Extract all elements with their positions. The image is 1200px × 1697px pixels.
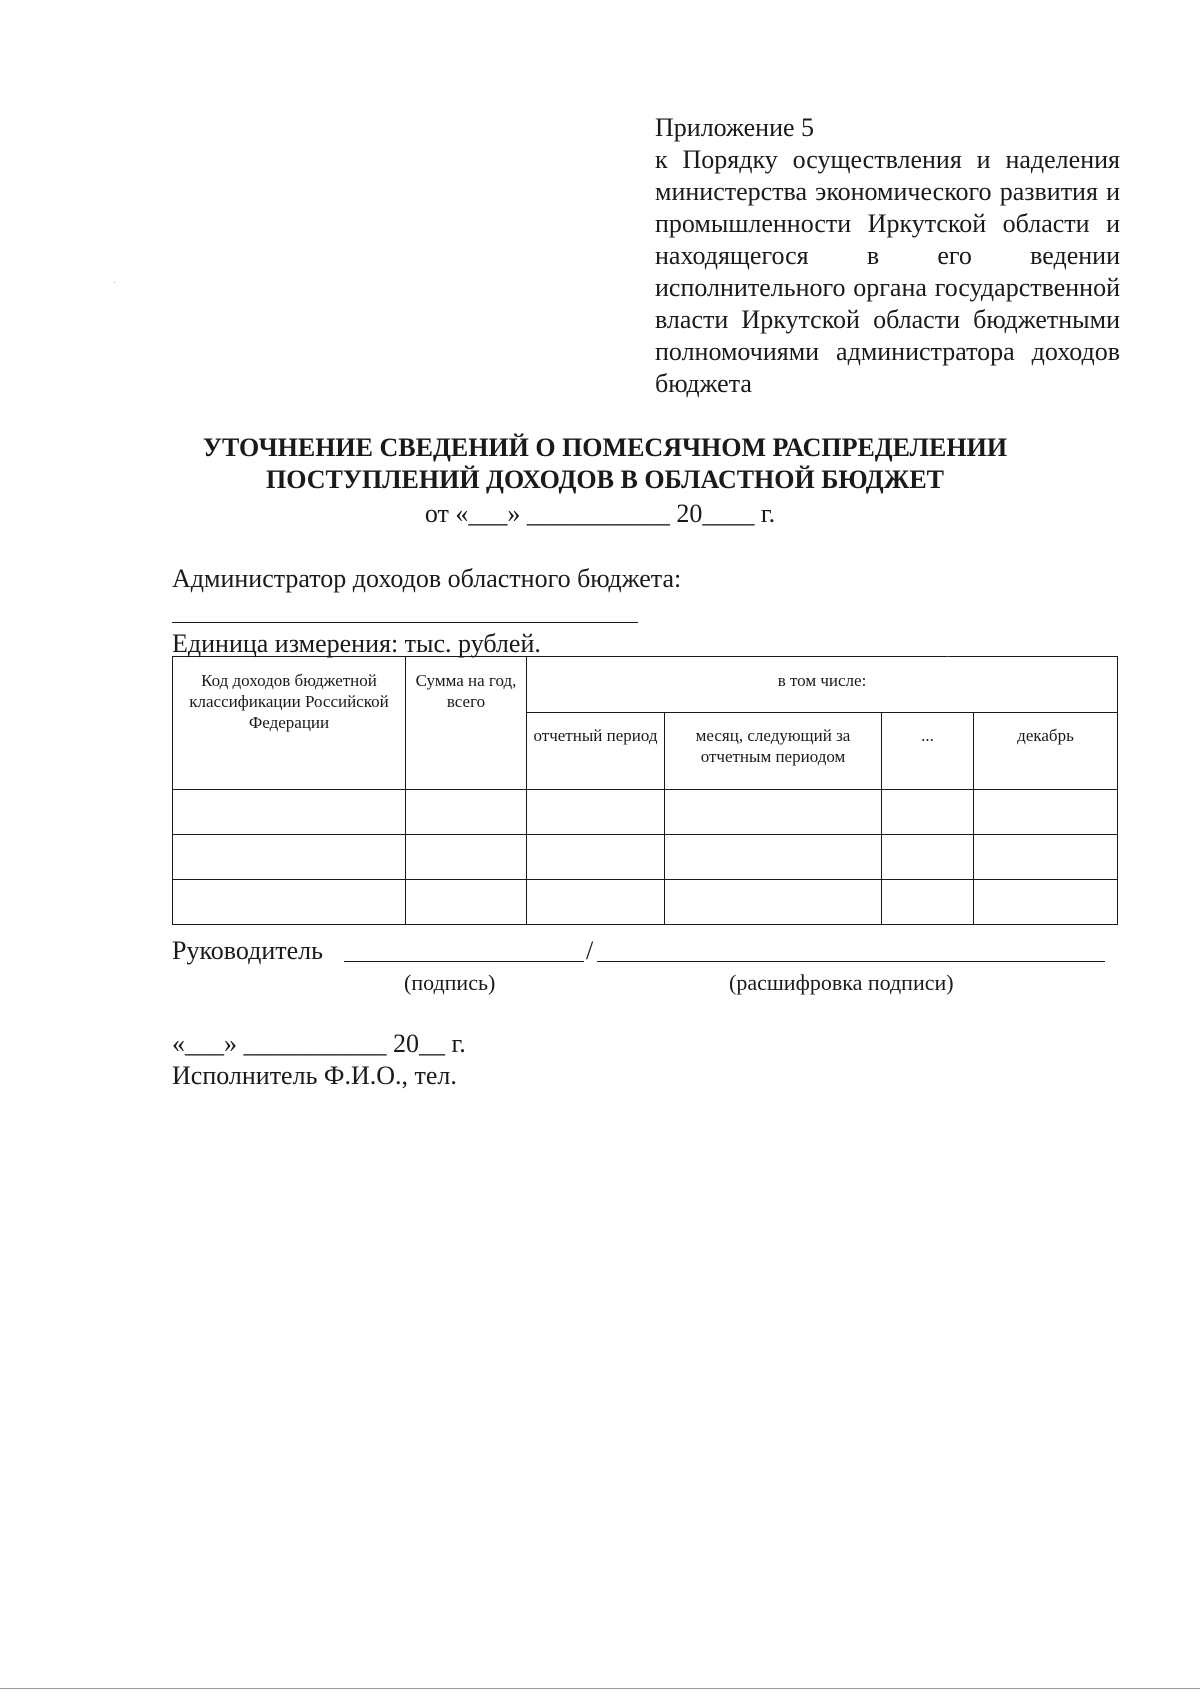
revenue-distribution-table — [172, 656, 1118, 925]
header-december: декабрь — [974, 713, 1118, 790]
table-cell — [406, 835, 527, 880]
footer-date-line: «___» ___________ 20__ г. — [172, 1029, 466, 1058]
document-date-line: от «___» ___________ 20____ г. — [424, 499, 776, 528]
table-cell — [406, 880, 527, 925]
document-title-line-1: УТОЧНЕНИЕ СВЕДЕНИЙ О ПОМЕСЯЧНОМ РАСПРЕДЕЛЕНИИ — [202, 433, 1008, 462]
signature-line — [344, 961, 584, 962]
annex-number: Приложение 5 — [655, 113, 815, 142]
table-cell — [665, 835, 882, 880]
table-cell — [665, 790, 882, 835]
header-next-month: месяц, следующий за отчетным периодом — [665, 713, 882, 790]
table-cell — [173, 835, 406, 880]
table-cell — [527, 790, 665, 835]
unit-label: Единица измерения: тыс. рублей. — [172, 629, 541, 658]
signature-decode-line — [597, 961, 1105, 962]
table-cell — [974, 790, 1118, 835]
scan-speck: · — [113, 278, 117, 289]
table-cell — [406, 790, 527, 835]
table-cell — [882, 790, 974, 835]
annex-reference-text: к Порядку осуществления и наделения министерства экономического развития и промышленности Иркутской области и находящегося в его ведении исполнительного органа государственной власти Иркутской области бюджетными полномочиями администратора доходов бюджета — [655, 145, 1120, 398]
table-row — [173, 835, 1118, 880]
table-cell — [527, 880, 665, 925]
table-cell — [173, 790, 406, 835]
admin-label: Администратор доходов областного бюджета: — [172, 564, 682, 593]
scan-edge-line — [0, 1688, 1200, 1689]
scan-speck: ´ — [945, 656, 949, 667]
header-code: Код доходов бюджетной классификации Российской Федерации — [173, 657, 406, 790]
header-annual-sum: Сумма на год, всего — [406, 657, 527, 790]
table-cell — [665, 880, 882, 925]
signature-block — [172, 935, 1132, 1005]
signature-decode-caption: (расшифровка подписи) — [729, 970, 954, 995]
signature-separator: / — [586, 936, 594, 965]
table-row — [173, 880, 1118, 925]
admin-fill-line — [172, 622, 638, 623]
table-cell — [882, 835, 974, 880]
executor-line: Исполнитель Ф.И.О., тел. — [172, 1061, 457, 1090]
table-cell — [527, 835, 665, 880]
table-cell — [882, 880, 974, 925]
header-ellipsis: ... — [882, 713, 974, 790]
document-title-line-2: ПОСТУПЛЕНИЙ ДОХОДОВ В ОБЛАСТНОЙ БЮДЖЕТ — [265, 465, 945, 494]
table-cell — [974, 835, 1118, 880]
signature-caption: (подпись) — [404, 970, 496, 995]
document-title — [140, 432, 1070, 496]
head-label: Руководитель — [172, 936, 323, 965]
table-cell — [173, 880, 406, 925]
header-reporting-period: отчетный период — [527, 713, 665, 790]
header-including: в том числе: — [527, 657, 1118, 713]
table-cell — [974, 880, 1118, 925]
annex-block — [655, 112, 1120, 400]
table-row — [173, 790, 1118, 835]
